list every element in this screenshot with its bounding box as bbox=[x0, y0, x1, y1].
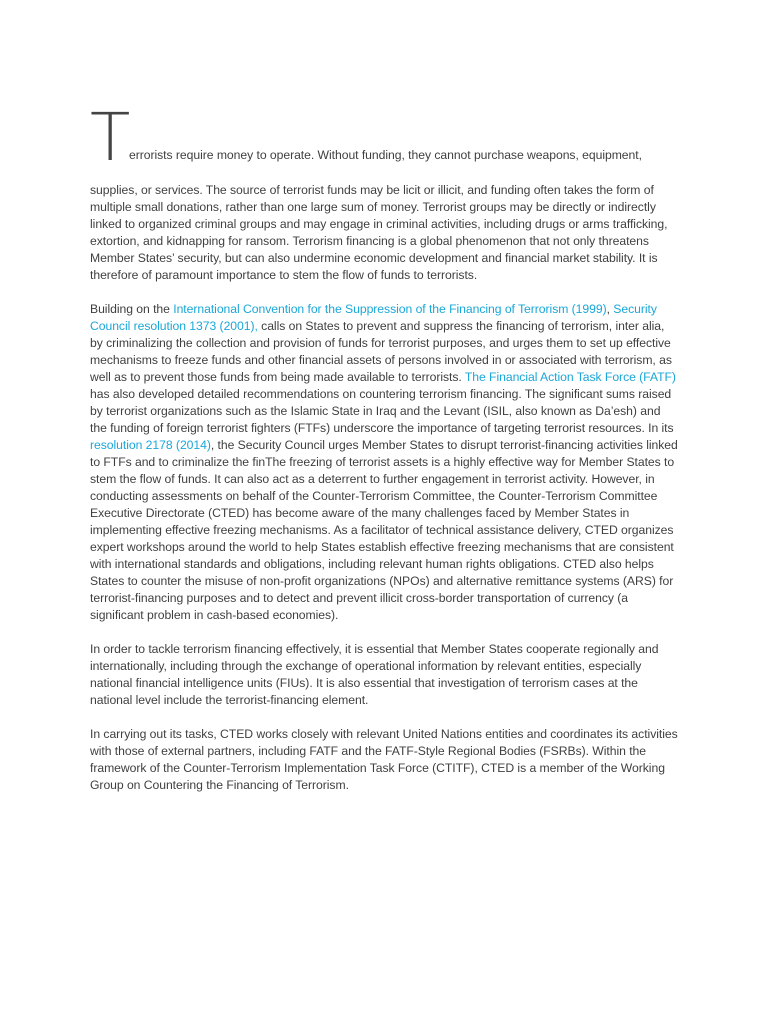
para2-text-3: calls on States to prevent and suppress the financing of terrorism, inter alia, by criminalizing the collection and provision of funds for terrorist purposes, and urges them to set up effective mechanisms to freeze funds and other financial assets of persons involved in or associated with terrorism, as well as to prevent those funds from being made available to terrorists. bbox=[90, 319, 672, 384]
para2-text-1: Building on the bbox=[90, 302, 174, 316]
paragraph-cted-partners: In carrying out its tasks, CTED works closely with relevant United Nations entities and coordinates its activities with those of external partners, including FATF and the FATF-Style Regional Bodies (FSRBs). Within the framework of the Counter-Terrorism Implementation Task Force (CTITF), CTED is a member of the Working Group on Countering the Financing of Terrorism. bbox=[90, 727, 678, 792]
link-fatf[interactable]: The Financial Action Task Force (FATF) bbox=[464, 370, 676, 384]
paragraph-cooperation: In order to tackle terrorism financing effectively, it is essential that Member States cooperate regionally and internationally, including through the exchange of operational information by relevant entities, especially national financial intelligence units (FIUs). It is also essential that investigation of terrorism cases at the national level include the terrorist-financing element. bbox=[90, 642, 659, 707]
para2-text-2: , bbox=[606, 302, 614, 316]
document-body bbox=[90, 99, 678, 811]
link-resolution-1373[interactable]: Security Council resolution 1373 (2001), bbox=[90, 302, 657, 333]
paragraph-financing-conventions bbox=[90, 301, 678, 624]
link-convention-1999[interactable]: International Convention for the Suppression of the Financing of Terrorism (1999) bbox=[173, 302, 607, 316]
para2-text-4: has also developed detailed recommendations on countering terrorism financing. The significant sums raised by terrorist organizations such as the Islamic State in Iraq and the Levant (ISIL, also known as Da’esh) and the funding of foreign terrorist fighters (FTFs) underscore the importance of targeting terrorist resources. In its bbox=[90, 387, 674, 435]
intro-paragraph: supplies, or services. The source of terrorist funds may be licit or illicit, and funding often takes the form of multiple small donations, rather than one large sum of money. Terrorist groups may be directly or indirectly linked to organized criminal groups and may engage in criminal activities, including drugs or arms trafficking, extortion, and kidnapping for ransom. Terrorism financing is a global phenomenon that not only threatens Member States’ security, but can also undermine economic development and financial market stability. It is therefore of paramount importance to stem the flow of funds to terrorists. bbox=[90, 183, 668, 282]
intro-first-line bbox=[90, 99, 678, 182]
para2-text-5: , the Security Council urges Member States to disrupt terrorist-financing activities linked to FTFs and to criminalize the finThe freezing of terrorist assets is a highly effective way for Member States to stem the flow of funds. It can also act as a deterrent to further engagement in terrorist activity. However, in conducting assessments on behalf of the Counter-Terrorism Committee, the Counter-Terrorism Committee Executive Directorate (CTED) has become aware of the many challenges faced by Member States in implementing effective freezing mechanisms. As a facilitator of technical assistance delivery, CTED organizes expert workshops around the world to help States establish effective freezing mechanisms that are consistent with international standards and obligations, including relevant human rights obligations. CTED also helps States to counter the misuse of non-profit organizations (NPOs) and alternative remittance systems (ARS) for terrorist-financing purposes and to detect and prevent illicit cross-border transportation of currency (a significant problem in cash-based economies). bbox=[90, 438, 678, 622]
intro-first-line-text: errorists require money to operate. Without funding, they cannot purchase weapons, equipment, bbox=[129, 148, 642, 162]
link-resolution-2178[interactable]: resolution 2178 (2014) bbox=[90, 438, 211, 452]
drop-cap: T bbox=[90, 99, 131, 176]
